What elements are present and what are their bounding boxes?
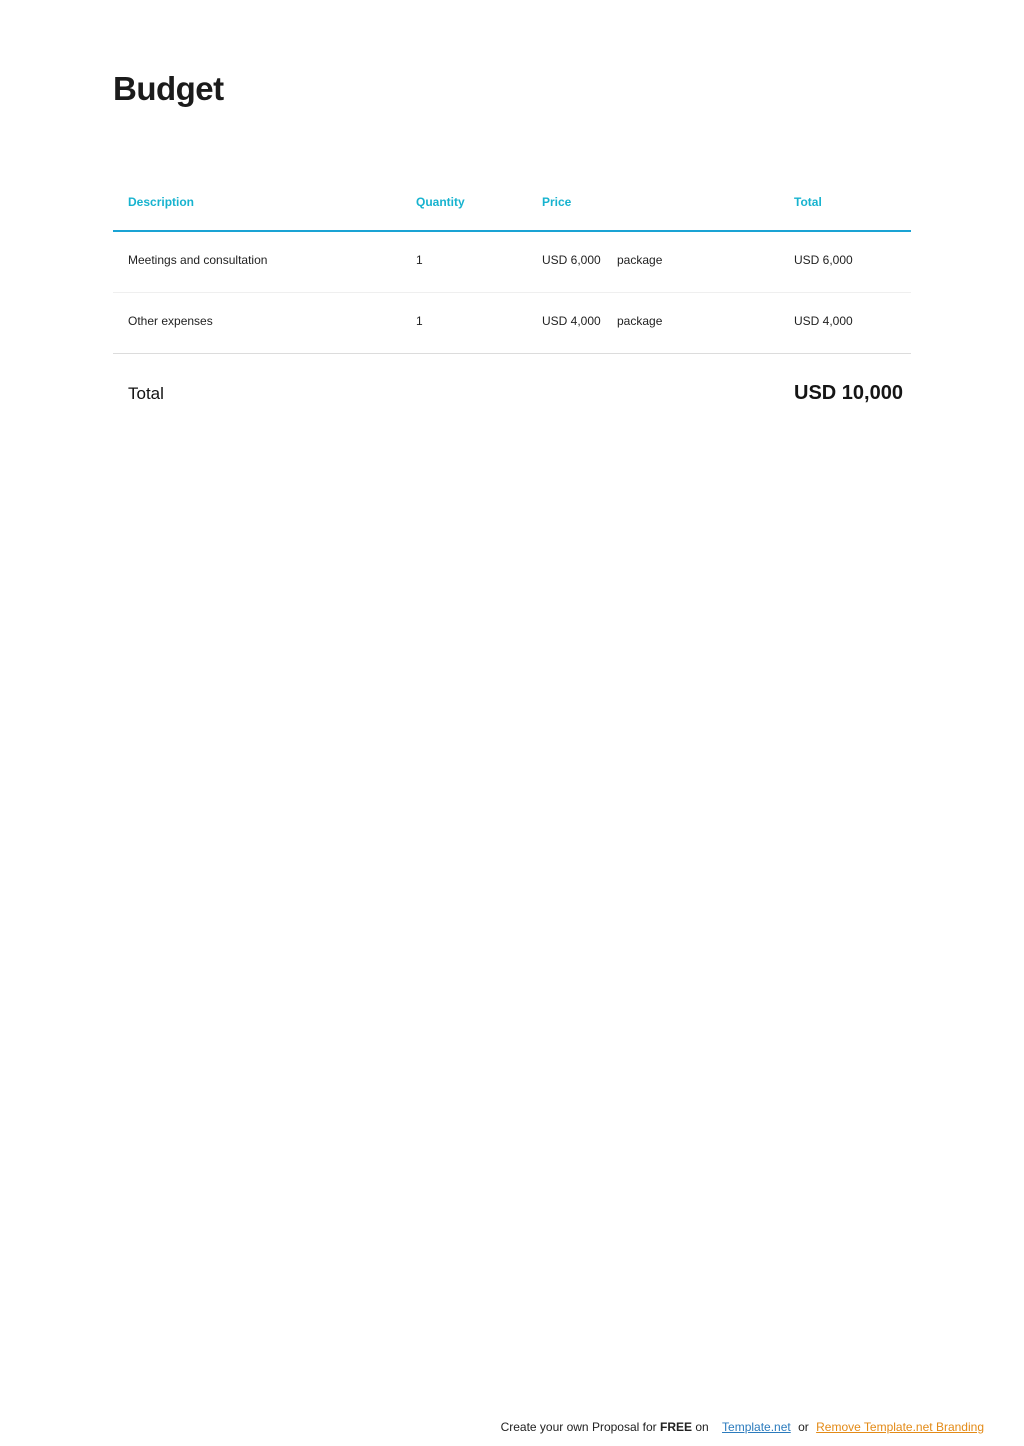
grand-total-row <box>113 354 911 434</box>
footer-free: FREE <box>659 1420 692 1434</box>
row-quantity: 1 <box>416 253 423 267</box>
header-total: Total <box>794 195 822 209</box>
row-unit: package <box>617 253 663 267</box>
header-quantity: Quantity <box>416 195 465 209</box>
header-price: Price <box>542 195 572 209</box>
footer-prefix: Create your own Proposal for <box>500 1420 660 1434</box>
remove-branding-link[interactable]: Remove Template.net Branding <box>816 1420 984 1434</box>
row-price: USD 6,000 <box>542 253 601 267</box>
table-row <box>113 232 911 293</box>
row-description: Meetings and consultation <box>128 253 268 267</box>
budget-table <box>113 172 911 434</box>
header-description: Description <box>128 195 195 209</box>
footer-on: on <box>692 1420 709 1434</box>
row-description: Other expenses <box>128 314 213 328</box>
branding-footer <box>501 1420 984 1434</box>
row-total: USD 4,000 <box>794 314 853 328</box>
row-total: USD 6,000 <box>794 253 853 267</box>
row-price: USD 4,000 <box>542 314 601 328</box>
grand-total-value: USD 10,000 <box>794 382 903 404</box>
page-title: Budget <box>113 70 224 107</box>
row-quantity: 1 <box>416 314 423 328</box>
table-header <box>113 172 911 232</box>
table-row <box>113 293 911 354</box>
row-unit: package <box>617 314 663 328</box>
template-net-link[interactable]: Template.net <box>722 1420 791 1434</box>
footer-or: or <box>798 1420 809 1434</box>
grand-total-label: Total <box>128 384 164 403</box>
